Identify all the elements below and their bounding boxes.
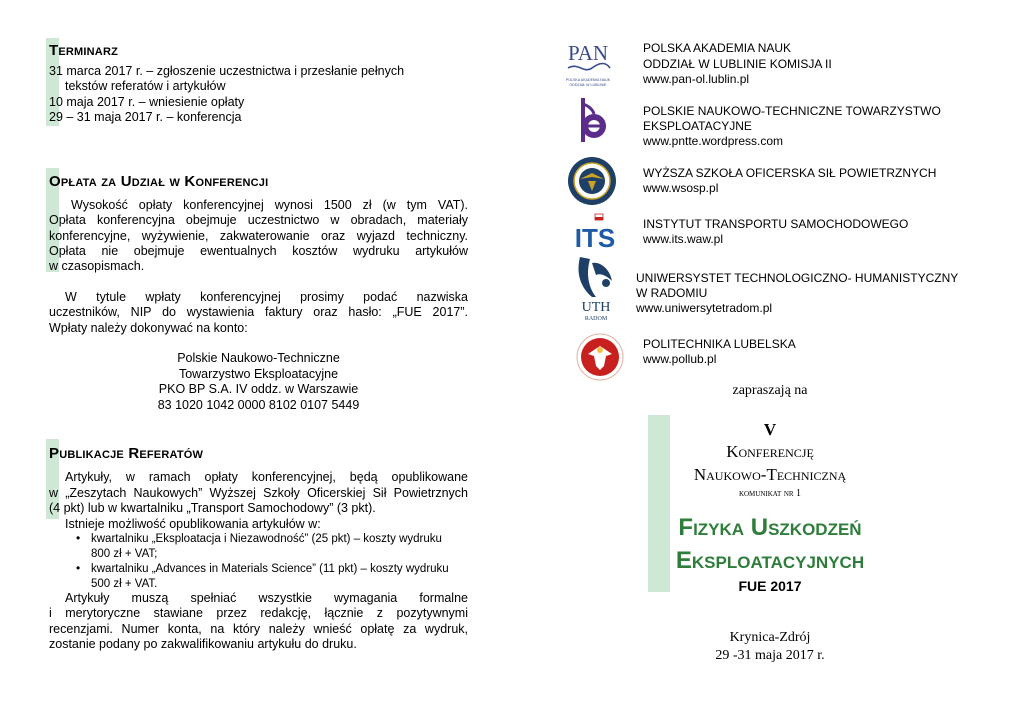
conference-number: V [763, 420, 777, 439]
publikacje-p1-line-2: w „Zeszytach Naukowych” Wyższej Szkoły Oficerskiej Sił Powietrznych [49, 486, 468, 500]
publikacje-p1-line-3: (4 pkt) lub w kwartalniku „Transport Samochodowy” (3 pkt). [49, 501, 376, 515]
conference-place: Krynica-Zdrój [729, 630, 811, 645]
oplata-p1-line-4: Opłata nie obejmuje ewentualnych kosztów wydruku artykułów [49, 244, 468, 258]
org-5-name: UNIWERSYSTET TECHNOLOGICZNO- HUMANISTYCZNY [636, 271, 959, 285]
org-1-dept: ODDZIAŁ W LUBLINIE KOMISJA II [643, 57, 832, 71]
oplata-p2-line-1: W tytule wpłaty konferencyjnej prosimy podać nazwiska [65, 290, 468, 304]
publikacje-p3-line-2: i merytoryczne stawiane przez redakcję, łącznie z pozytywnymi [49, 606, 468, 620]
oplata-heading: Opłata za Udział w Konferencji [49, 173, 269, 190]
publikacje-heading: Publikacje Referatów [49, 445, 204, 462]
org-4-url[interactable]: www.its.waw.pl [643, 232, 724, 246]
pntte-logo [575, 96, 609, 144]
komunikat-label: komunikat nr 1 [738, 488, 802, 499]
publikacje-p3-line-1: Artykuły muszą spełniać wszystkie wymagania formalne [65, 591, 468, 605]
org-2-name: POLSKIE NAUKOWO-TECHNICZNE TOWARZYSTWO [643, 104, 941, 118]
uth-logo-sub: RADOM [584, 316, 608, 322]
bullet-2-line-2: 500 zł + VAT. [91, 578, 158, 590]
conference-line-1: Konferencję [726, 442, 814, 461]
publikacje-p3-line-4: zostanie podany po zakwalifikowaniu artykułu do druku. [49, 637, 357, 651]
conference-short-name: FUE 2017 [738, 578, 802, 594]
title-line-2: Eksploatacyjnych [675, 547, 865, 574]
pollub-logo [574, 332, 626, 382]
bullet-2-line-1: kwartalniku „Advances in Materials Science” (11 pkt) – koszty wydruku [91, 563, 449, 575]
oplata-p2-line-2: uczestników, NIP do wystawienia faktury oraz hasło: „FUE 2017”. [49, 305, 468, 319]
pan-logo [562, 38, 614, 92]
org-5-url[interactable]: www.uniwersytetradom.pl [636, 301, 773, 315]
pan-logo-sub-1: POLSKA AKADEMIA NAUK [565, 78, 611, 82]
oplata-p1-line-1: Wysokość opłaty konferencyjnej wynosi 1500 zł (w tym VAT). [71, 198, 468, 212]
wsosp-logo [566, 155, 618, 207]
its-logo-text: ITS [574, 223, 616, 251]
bullet-1-line-2: 800 zł + VAT; [91, 548, 158, 560]
org-3-url[interactable]: www.wsosp.pl [643, 181, 719, 195]
pan-logo-text: PAN [567, 41, 609, 65]
account-line-3: PKO BP S.A. IV oddz. w Warszawie [158, 382, 359, 396]
oplata-p1-line-3: konferencyjne, wyżywienie, zakwaterowanie oraz wyjazd techniczny. [49, 229, 468, 243]
terminarz-heading: Terminarz [49, 42, 119, 59]
publikacje-p1-line-1: Artykuły, w ramach opłaty konferencyjnej, będą opublikowane [65, 470, 468, 484]
publikacje-p2: Istnieje możliwość opublikowania artykułów w: [65, 517, 321, 531]
bullet-2-dot: • [76, 561, 81, 575]
title-line-1: Fizyka Uszkodzeń [678, 514, 862, 541]
account-number: 83 1020 1042 0000 8102 0107 5449 [157, 398, 360, 412]
org-6-url[interactable]: www.pollub.pl [643, 352, 717, 366]
oplata-p2-line-3: Wpłaty należy dokonywać na konto: [49, 321, 248, 335]
bullet-1-dot: • [76, 531, 81, 545]
terminarz-line-2: tekstów referatów i artykułów [65, 79, 226, 93]
invite-text: zapraszają na [732, 383, 808, 398]
uth-logo-text: UTH [581, 300, 611, 315]
org-5-name-cont: W RADOMIU [636, 286, 708, 300]
terminarz-line-1: 31 marca 2017 r. – zgłoszenie uczestnictwa i przesłanie pełnych [49, 64, 405, 78]
terminarz-line-4: 29 – 31 maja 2017 r. – konferencja [49, 110, 242, 124]
org-2-name-cont: EKSPLOATACYJNE [643, 119, 752, 133]
uth-logo [570, 253, 622, 323]
terminarz-line-3: 10 maja 2017 r. – wniesienie opłaty [49, 95, 245, 109]
org-2-url[interactable]: www.pntte.wordpress.com [643, 134, 784, 148]
oplata-p1-line-5: w czasopismach. [49, 259, 145, 273]
its-logo [573, 213, 619, 251]
conference-dates: 29 -31 maja 2017 r. [715, 648, 825, 663]
conference-line-2: Naukowo-Techniczną [693, 465, 847, 484]
account-line-1: Polskie Naukowo-Techniczne [177, 351, 340, 365]
pan-logo-sub-2: ODDZIAŁ W LUBLINIE [569, 83, 607, 87]
org-1-url[interactable]: www.pan-ol.lublin.pl [643, 72, 750, 86]
org-1-name: POLSKA AKADEMIA NAUK [643, 41, 792, 55]
bullet-1-line-1: kwartalniku „Eksploatacja i Niezawodność” (25 pkt) – koszty wydruku [91, 533, 442, 545]
org-3-name: WYŻSZA SZKOŁA OFICERSKA SIŁ POWIETRZNYCH [643, 166, 937, 180]
oplata-p1-line-2: Opłata konferencyjna obejmuje uczestnictwo w obradach, materiały [49, 213, 468, 227]
publikacje-p3-line-3: recenzjami. Numer konta, na który należy wnieść opłatę za wydruk, [49, 622, 468, 636]
org-4-name: INSTYTUT TRANSPORTU SAMOCHODOWEGO [643, 217, 909, 231]
account-line-2: Towarzystwo Eksploatacyjne [178, 367, 339, 381]
org-6-name: POLITECHNIKA LUBELSKA [643, 337, 796, 351]
